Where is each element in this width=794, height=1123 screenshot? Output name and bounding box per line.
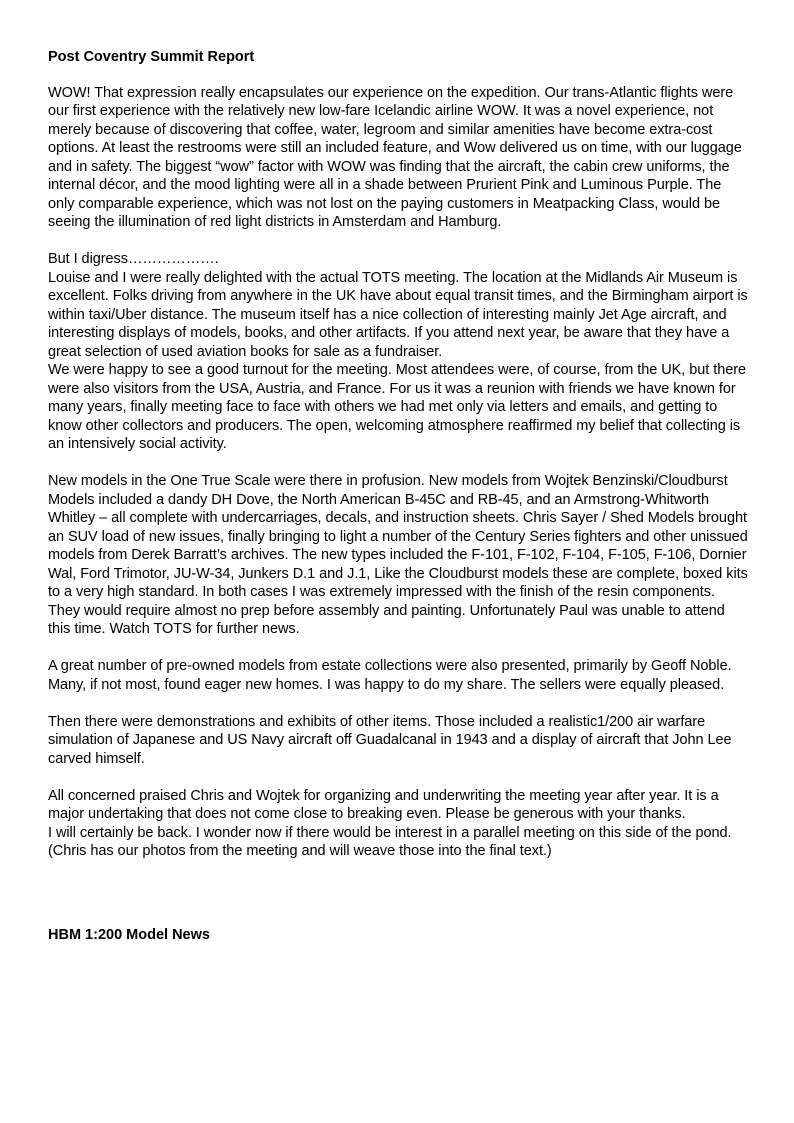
paragraph-spacer	[48, 768, 748, 787]
paragraph-spacer	[48, 454, 748, 473]
paragraph-new-models: New models in the One True Scale were there in profusion. New models from Wojtek Benzinski/Cloudburst Models included a dandy DH Dove, the North American B-45C and RB-45, and an Armstrong-Whitworth Whitley – all complete with undercarriages, decals, and instruction sheets. Chris Sayer / Shed Models brought an SUV load of new issues, finally bringing to light a number of the Century Series fighters and other unissued models from Derek Barratt’s archives. The new types included the F-101, F-102, F-104, F-105, F-106, Dornier Wal, Ford Trimotor, JU-W-34, Junkers D.1 and J.1, Like the Cloudburst models these are complete, boxed kits to a very high standard. In both cases I was extremely impressed with the finish of the resin components. They would require almost no prep before assembly and painting. Unfortunately Paul was unable to attend this time. Watch TOTS for further news.	[48, 473, 748, 637]
report-title: Post Coventry Summit Report	[48, 49, 255, 65]
paragraph-wow-flight: WOW! That expression really encapsulates our experience on the expedition. Our trans-Atlantic flights were our first experience with the relatively new low-fare Icelandic airline WOW. It was a novel experience, not merely because of discovering that coffee, water, legroom and similar amenities have become extra-cost options. At least the restrooms were still an included feature, and Wow delivered us on time, with our luggage and in safety. The biggest “wow” factor with WOW was finding that the aircraft, the cabin crew uniforms, the internal décor, and the mood lighting were all in a shade between Prurient Pink and Luminous Purple. The only comparable experience, which was not lost on the paying customers in Meatpacking Class, would be seeing the illumination of red light districts in Amsterdam and Hamburg.	[48, 84, 742, 230]
paragraph-spacer	[48, 639, 748, 658]
paragraph-digress: But I digress……………….	[48, 251, 219, 267]
paragraph-demonstrations: Then there were demonstrations and exhibits of other items. Those included a realistic1/200 air warfare simulation of Japanese and US Navy aircraft off Guadalcanal in 1943 and a display of aircraft that John Lee carved himself.	[48, 713, 732, 767]
paragraph-praise: All concerned praised Chris and Wojtek for organizing and underwriting the meeting year after year. It is a major undertaking that does not come close to breaking even. Please be generous with your thanks.	[48, 787, 719, 822]
paragraph-tots-meeting: Louise and I were really delighted with the actual TOTS meeting. The location at the Midlands Air Museum is excellent. Folks driving from anywhere in the UK have about equal transit times, and the Birmingham airport is within taxi/Uber distance. The museum itself has a nice collection of interesting mainly Jet Age aircraft, and interesting displays of models, books, and other artifacts. If you attend next year, be aware that they have a great selection of used aviation books for sale as a fundraiser.	[48, 269, 748, 360]
paragraph-pre-owned: A great number of pre-owned models from estate collections were also presented, primarily by Geoff Noble. Many, if not most, found eager new homes. I was happy to do my share. The sellers were equally pleased.	[48, 658, 732, 693]
paragraph-turnout: We were happy to see a good turnout for the meeting. Most attendees were, of course, from the UK, but there were also visitors from the USA, Austria, and France. For us it was a reunion with friends we have known for many years, finally meeting face to face with others we had met only via letters and emails, and getting to know other collectors and producers. The open, welcoming atmosphere reaffirmed my belief that collecting is an intensively social activity.	[48, 362, 747, 452]
next-section-title: HBM 1:200 Model News	[48, 926, 210, 943]
paragraph-photos-note: (Chris has our photos from the meeting and will weave those into the final text.)	[48, 843, 552, 859]
document-page	[48, 48, 748, 944]
section-spacer	[48, 861, 748, 926]
paragraph-be-back: I will certainly be back. I wonder now if there would be interest in a parallel meeting on this side of the pond.	[48, 824, 732, 841]
paragraph-spacer	[48, 232, 748, 251]
paragraph-spacer	[48, 694, 748, 713]
